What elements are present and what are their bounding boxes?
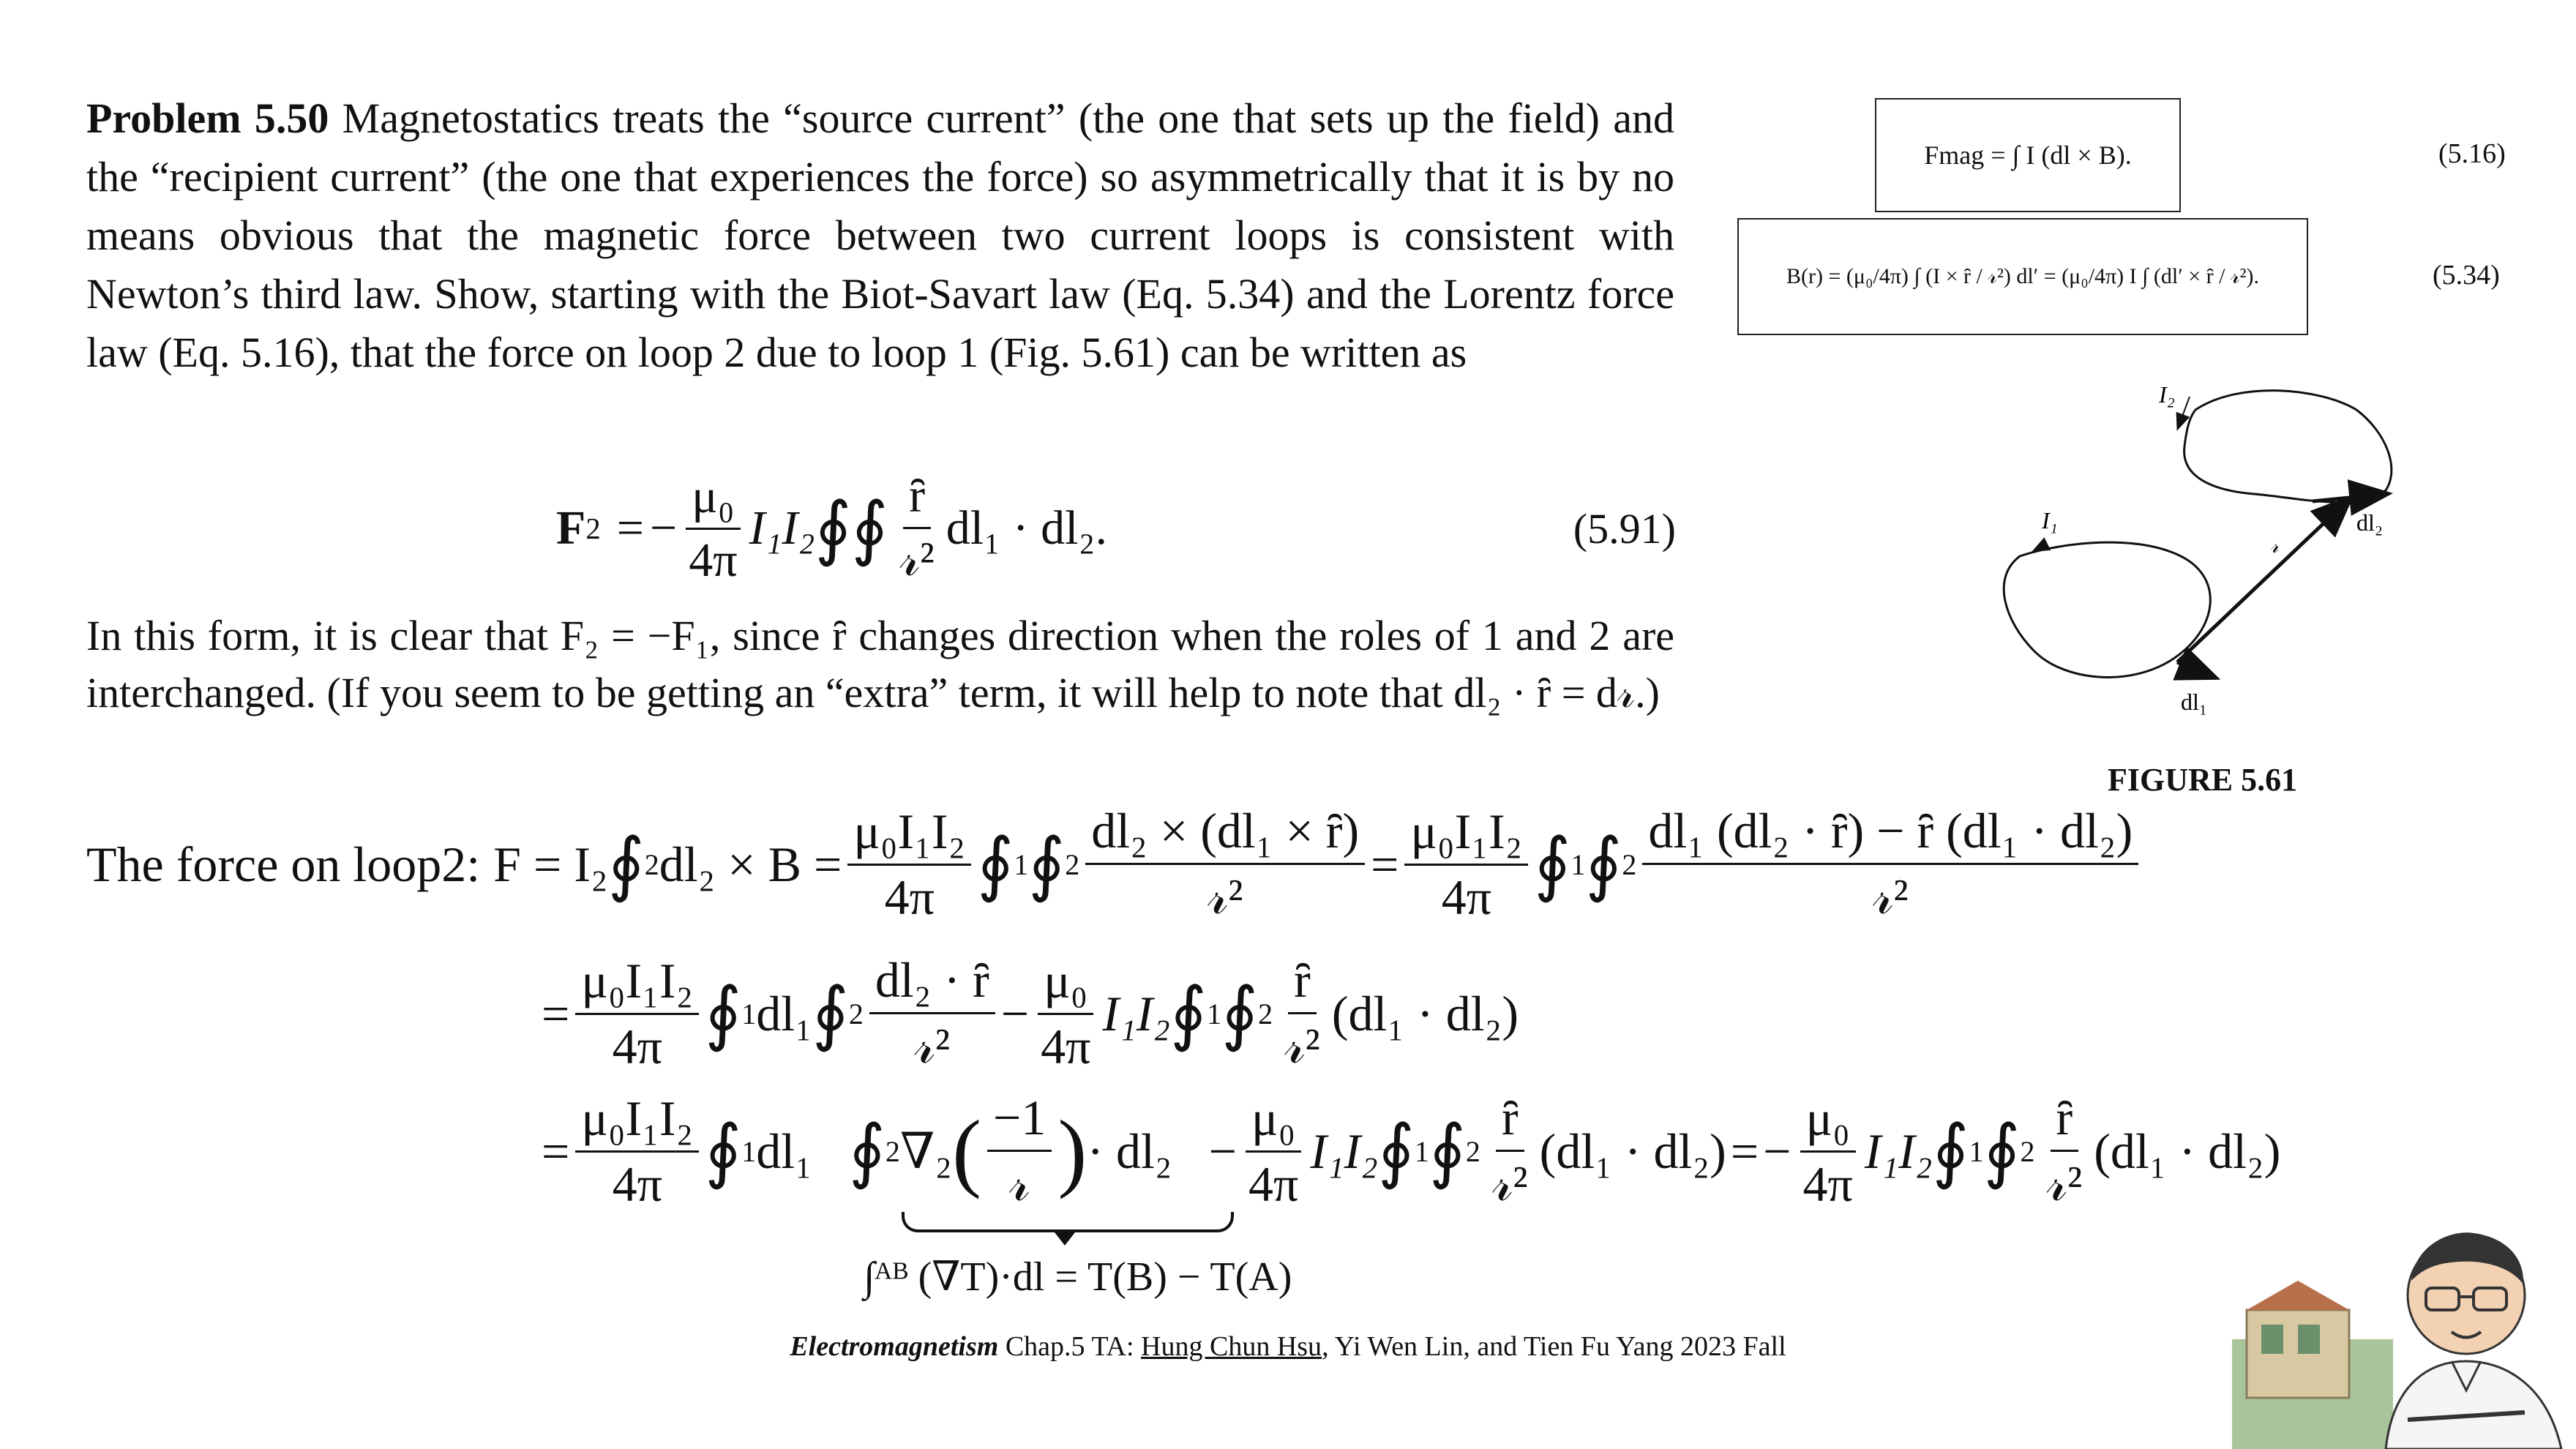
mu-coefficient: $\frac{\text{μ₀}}{4\pi}$ [1797, 1090, 1859, 1213]
equals-sign: = [1730, 1123, 1759, 1179]
eq534-number: (5.34) [2433, 260, 2500, 291]
bac-cab-fraction: $\frac{\text{dl₁ (dl₂ · ȓ) − ȓ (dl₁ · dl₂)}}{\text{𝓇²}}$ [1642, 802, 2138, 926]
dl1-term: dl₁ [756, 1123, 812, 1179]
mu-coefficient: $\frac{\text{μ₀}}{4\pi}$ [1035, 952, 1096, 1076]
eq591-currents: I₁I₂ [749, 501, 815, 555]
triple-product-fraction: $\frac{\text{dl₂ × (dl₁ × ȓ)}}{\text{𝓇²}}$ [1085, 802, 1365, 926]
contour-integral-icon: ∮ [1028, 825, 1066, 903]
eq591-number: (5.91) [1573, 504, 1676, 553]
contour-integral-icon: ∮ [1170, 974, 1208, 1052]
dot-product-tail: (dl₁ · dl₂) [1539, 1123, 1726, 1179]
underbrace [902, 1212, 1234, 1232]
coefficient: $\frac{\text{μ₀I₁I₂}}{4\pi}$ [1404, 803, 1528, 926]
problem-remark: In this form, it is clear that F₂ = −F₁, since ȓ changes direction when the roles of 1 and 2 are interchanged. (If you seem to be getting an “extra” term, it will help to note that dl₂ · ȓ = d𝓇.) [86, 612, 1674, 716]
force-expression: F = I₂ [493, 836, 608, 892]
equals-sign: = [542, 1123, 570, 1179]
contour-integral-icon: ∮ [1932, 1112, 1969, 1190]
currents: I₁I₂ [1864, 1123, 1933, 1179]
label-i2: I₂ [2159, 381, 2175, 408]
contour-integral-icon: ∮ [977, 825, 1014, 903]
dot-product-tail: (dl₁ · dl₂) [1331, 985, 1519, 1041]
gradient-operator: ∇₂ [899, 1123, 953, 1179]
equation-5-34-box [1737, 218, 2308, 335]
label-dl1: dl₁ [2181, 689, 2208, 715]
mu-coefficient: $\frac{\text{μ₀}}{4\pi}$ [1243, 1090, 1304, 1213]
figure-label: FIGURE 5.61 [2108, 762, 2298, 798]
contour-integral-icon: ∮ [705, 1112, 742, 1190]
equation-5-91: F 2 = − $\frac{\text{μ₀}}{4\pi}$ I₁I₂ ∮ ∮ $\frac{ȓ}{\text{𝓇²}}$ dl₁ · dl₂. (5.91) [556, 468, 1676, 588]
dl2-dot: · dl₂ [1087, 1123, 1172, 1179]
label-i1: I₁ [2042, 507, 2058, 533]
coefficient: $\frac{\text{μ₀I₁I₂}}{4\pi}$ [847, 803, 971, 926]
equals-sign: = [542, 985, 570, 1041]
solution-line-1: The force on loop2: F = I₂ ∮ 2 dl₂ × B = $\frac{\text{μ₀I₁I₂}}{4\pi}$ ∮ 1 ∮ 2 $\frac{\text{dl₂ × (dl₁ × ȓ)}}{\text{𝓇²}}$ = $\frac{\text{μ₀I₁I₂}}{4\pi}$ ∮ 1 ∮ 2 $\frac{\text{dl₁ (dl₂ · ȓ) − ȓ (dl₁ · dl₂)}}{\text{𝓇²}}$ [86, 802, 2144, 926]
footer-rest: , Yi Wen Lin, and Tien Fu Yang 2023 Fall [1322, 1331, 1786, 1362]
contour-integral-icon: ∮ [851, 489, 888, 567]
equals-sign: = [1371, 836, 1399, 892]
contour-integral-icon: ∮ [812, 974, 849, 1052]
separation-vector [2177, 499, 2349, 662]
minus-sign: − [1763, 1123, 1791, 1179]
minus-sign: − [1000, 985, 1030, 1041]
currents: I₁I₂ [1310, 1123, 1378, 1179]
avatar [2232, 1215, 2576, 1449]
inverse-r-fraction: $\frac{-1}{\text{𝓇}}$ [987, 1089, 1052, 1213]
figure-5-61-diagram [1976, 366, 2444, 732]
problem-text: Magnetostatics treats the “source current” (the one that sets up the field) and the “recipient current” (the one that experiences the force) so asymmetrically that it is by no means obvious that the magnetic force between two current loops is consistent with Newton’s third law. Show, starting with the Biot-Savart law (Eq. 5.34) and the Lorentz force law (Eq. 5.16), that the force on loop 2 due to loop 1 (Fig. 5.61) can be written as [86, 94, 1674, 376]
solution-intro: The force on loop2: [86, 836, 481, 892]
contour-integral-icon: ∮ [1377, 1112, 1415, 1190]
eq591-coef: $\frac{\text{μ₀}}{4\pi}$ [683, 469, 743, 588]
label-r: 𝓇 [2270, 535, 2279, 558]
contour-integral-icon: ∮ [1585, 825, 1622, 903]
course-name: Electromagnetism [790, 1331, 999, 1362]
loop-1-curve [2004, 542, 2210, 677]
eq591-lhs: F [556, 501, 586, 555]
solution-line-2: = $\frac{\text{μ₀I₁I₂}}{4\pi}$ ∮ 1 dl₁ ∮ 2 $\frac{\text{dl₂ · ȓ}}{\text{𝓇²}}$ − $\frac{\text{μ₀}}{4\pi}$ I₁I₂ ∮ 1 ∮ 2 $\frac{ȓ}{\text{𝓇²}}$ (dl₁ · dl₂) [542, 951, 1519, 1076]
eq516-text: Fmag = ∫ I (dl × B). [1924, 141, 2132, 170]
dl1-term: dl₁ [756, 985, 812, 1041]
contour-integral-icon: ∮ [1534, 825, 1571, 903]
solution-line-3: = $\frac{\text{μ₀I₁I₂}}{4\pi}$ ∮ 1 dl₁ ∮ 2 ∇₂ ( $\frac{-1}{\text{𝓇}}$ ) · dl₂ − $\frac{\text{μ₀}}{4\pi}$ I₁I₂ ∮ 1 ∮ 2 $\frac{ȓ}{\text{𝓇²}}$ (dl₁ · dl₂) = − $\frac{\text{μ₀}}{4\pi}$ I₁I₂ ∮ 1 ∮ 2 $\frac{ȓ}{\text{𝓇²}}$ (dl₁ · dl₂) [542, 1089, 2280, 1213]
dot-product-tail: (dl₁ · dl₂) [2094, 1123, 2281, 1179]
underbrace-tip [1055, 1232, 1075, 1246]
eq591-lhs-sub: 2 [585, 512, 601, 545]
slide-footer [0, 1330, 2576, 1363]
label-dl2: dl₂ [2356, 509, 2384, 536]
contour-integral-icon: ∮ [1429, 1112, 1466, 1190]
coefficient: $\frac{\text{μ₀I₁I₂}}{4\pi}$ [575, 952, 699, 1076]
rhat-fraction: $\frac{ȓ}{\text{𝓇²}}$ [2046, 1090, 2083, 1211]
contour-integral-icon: ∮ [1221, 974, 1259, 1052]
contour-integral-icon: ∮ [815, 489, 852, 567]
eq534-text: B(r) = (μ₀/4π) ∫ (I × ȓ / 𝓇²) dl′ = (μ₀/4π) I ∫ (dl′ × ȓ / 𝓇²). [1786, 264, 2259, 288]
chapter-info: Chap.5 TA: [998, 1331, 1142, 1362]
contour-integral-icon: ∮ [848, 1112, 886, 1190]
problem-statement [86, 89, 1674, 382]
rhat-fraction: $\frac{ȓ}{\text{𝓇²}}$ [1491, 1090, 1528, 1211]
loop-2-curve [2184, 391, 2392, 503]
equation-5-16-box [1875, 98, 2181, 212]
rhat-fraction: $\frac{ȓ}{\text{𝓇²}}$ [1284, 952, 1320, 1074]
dl1-arrow [2177, 662, 2214, 677]
gradient-theorem: ∫ᴬᴮ (∇T)·dl = T(B) − T(A) [864, 1254, 1292, 1300]
contour-integral-icon: ∮ [705, 974, 742, 1052]
minus-sign: − [1208, 1123, 1237, 1179]
eq591-tail: dl₁ · dl₂. [946, 501, 1107, 555]
contour-integral-icon: ∮ [607, 825, 645, 903]
dot-product-fraction: $\frac{\text{dl₂ · ȓ}}{\text{𝓇²}}$ [869, 951, 995, 1076]
force-cross-product: dl₂ × B = [659, 836, 842, 892]
contour-integral-icon: ∮ [1983, 1112, 2021, 1190]
eq516-number: (5.16) [2438, 138, 2506, 169]
ta-name-link: Hung Chun Hsu [1141, 1331, 1322, 1362]
problem-heading: Problem 5.50 [86, 94, 329, 142]
currents: I₁I₂ [1102, 985, 1171, 1041]
eq591-fraction: $\frac{ȓ}{\text{𝓇²}}$ [899, 469, 935, 586]
coefficient: $\frac{\text{μ₀I₁I₂}}{4\pi}$ [575, 1090, 699, 1213]
